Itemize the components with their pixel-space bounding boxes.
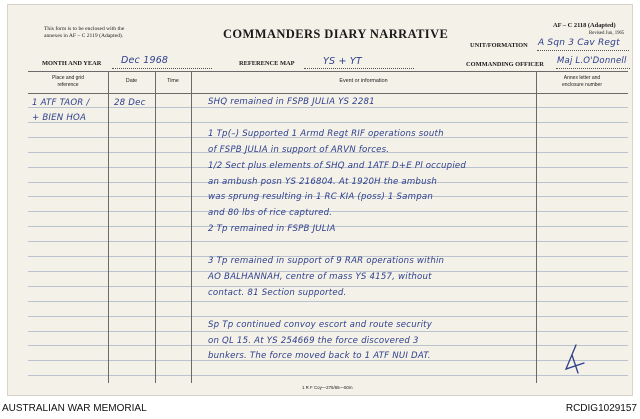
narrative-line: bunkers. The force moved back to 1 ATF NUI DAT. <box>208 351 431 362</box>
ruled-line <box>28 301 628 302</box>
col-divider <box>108 71 109 383</box>
print-code: 1 R F Coy—275/65—50m <box>302 385 353 390</box>
refmap-dotline <box>304 68 414 69</box>
ruled-line <box>28 241 628 242</box>
officer-label: COMMANDING OFFICER <box>466 61 544 68</box>
narrative-line: of FSPB JULIA in support of ARVN forces. <box>208 144 390 155</box>
ruled-line <box>28 286 628 287</box>
col-header-date: Date <box>125 78 138 84</box>
narrative-line: SHQ remained in FSPB JULIA YS 2281 <box>208 97 375 107</box>
signature-initials <box>556 341 590 377</box>
officer-dotline <box>556 68 630 69</box>
month-value: Dec 1968 <box>121 55 169 66</box>
month-label: MONTH AND YEAR <box>42 60 102 67</box>
entry-date: 28 Dec <box>114 98 146 108</box>
col-header-line: reference <box>57 81 79 88</box>
ruled-line <box>28 375 628 376</box>
ruled-line <box>28 316 628 317</box>
footer-left: AUSTRALIAN WAR MEMORIAL <box>2 403 147 414</box>
col-header-line: Place and grid <box>52 75 84 81</box>
narrative-line: was sprung resulting in 1 RC KIA (poss) 1 Sampan <box>208 192 433 203</box>
month-dotline <box>112 68 212 69</box>
ruled-line <box>28 331 628 332</box>
col-header-annex <box>536 75 628 88</box>
table-top-border <box>28 71 628 72</box>
unit-dotline <box>537 50 629 51</box>
col-header-place <box>28 75 108 88</box>
col-header-event: Event or information <box>339 78 388 84</box>
diary-sheet <box>7 4 633 396</box>
narrative-line: contact. 81 Section supported. <box>208 287 347 298</box>
narrative-line: 1/2 Sect plus elements of SHQ and 1ATF D+E Pl occupied <box>208 160 467 171</box>
col-divider <box>191 71 192 383</box>
form-title: COMMANDERS DIARY NARRATIVE <box>223 27 449 41</box>
col-divider <box>155 71 156 383</box>
header-note-line: This form is to be enclosed with the <box>44 26 125 32</box>
ruled-line <box>28 122 628 123</box>
footer-bar <box>0 400 640 419</box>
narrative-line: on QL 15. At YS 254669 the force discovered 3 <box>208 335 419 346</box>
narrative-line: 3 Tp remained in support of 9 RAR operations within <box>208 256 445 266</box>
officer-value: Maj L.O'Donnell <box>557 56 627 66</box>
col-divider <box>536 71 537 383</box>
unit-label: UNIT/FORMATION <box>470 42 528 49</box>
narrative-line: 1 Tp(–) Supported 1 Armd Regt RIF operations south <box>208 128 444 139</box>
narrative-line: an ambush posn YS 216804. At 1920H the ambush <box>208 176 438 187</box>
col-header-line: enclosure number <box>561 81 603 88</box>
narrative-line: 2 Tp remained in FSPB JULIA <box>208 224 336 235</box>
entry-place-line: 1 ATF TAOR / <box>32 98 90 108</box>
refmap-label: REFERENCE MAP <box>239 60 295 67</box>
header-note <box>44 26 124 40</box>
form-code: AF – C 2118 (Adapted) <box>553 22 616 29</box>
form-revised: Revised Jun, 1965 <box>589 31 625 36</box>
unit-value: A Sqn 3 Cav Regt <box>538 38 620 48</box>
col-header-time: Time <box>167 78 179 84</box>
col-header-line: Annex letter and <box>563 75 601 81</box>
footer-right: RCDIG1029157 <box>565 403 637 414</box>
narrative-line: Sp Tp continued convoy escort and route security <box>208 319 433 330</box>
table-header-border <box>28 93 628 94</box>
ruled-line <box>28 345 628 346</box>
narrative-line: and 80 lbs of rice captured. <box>208 208 333 219</box>
header-note-line: annexes in AF – C 2119 (Adapted). <box>44 33 124 39</box>
entry-place-line: + BIEN HOA <box>32 113 87 123</box>
refmap-value: YS + YT <box>323 56 362 67</box>
narrative-line: AO BALHANNAH, centre of mass YS 4157, without <box>208 271 432 282</box>
